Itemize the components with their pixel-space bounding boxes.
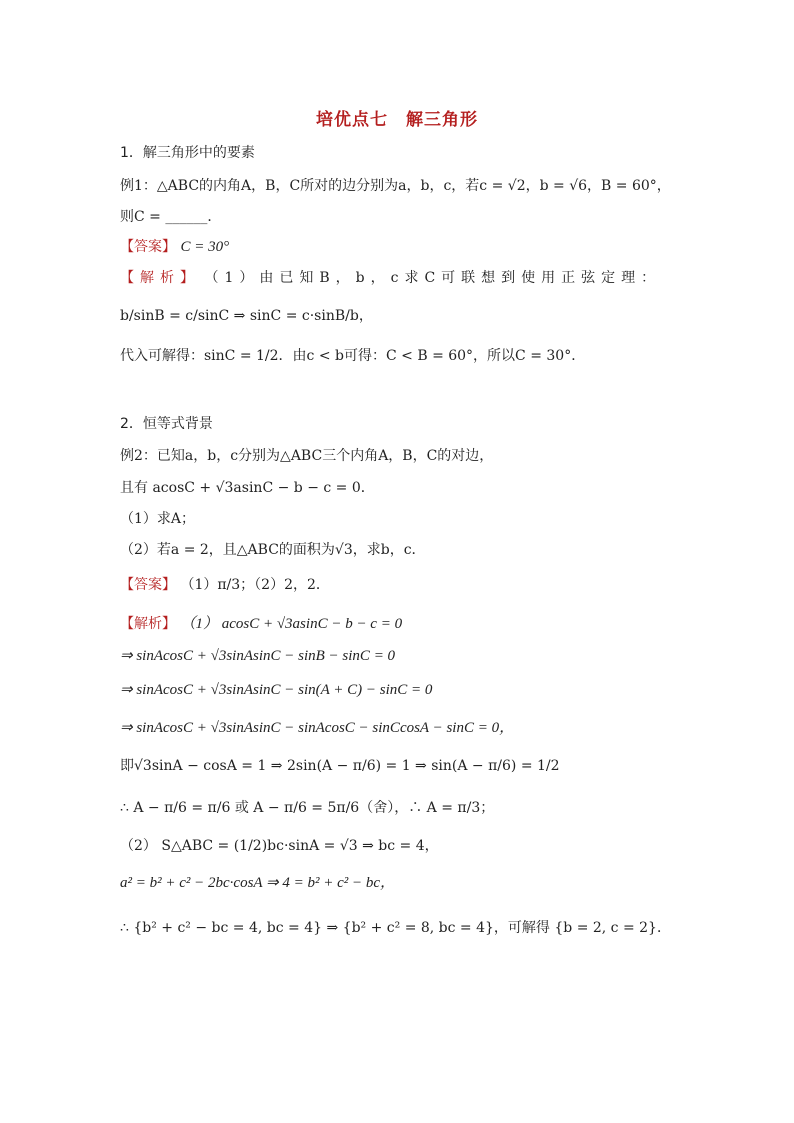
analysis-1-text: （1）由已知B，b，c求C可联想到使用正弦定理： (204, 270, 662, 286)
answer-label: 【答案】 (120, 239, 176, 255)
example-1-line-2: 则C = ______． (120, 209, 222, 225)
answer-2-value: （1）π/3；（2）2，2． (180, 577, 330, 593)
analysis-label: 【解析】 (120, 616, 176, 632)
analysis-2-step-7: （2） S△ABC = (1/2)bc·sinA = √3 ⇒ bc = 4， (120, 838, 439, 854)
analysis-2-step-8: a² = b² + c² − 2bc·cosA ⇒ 4 = b² + c² − bc， (120, 875, 396, 891)
analysis-2-step-6: ∴ A − π/6 = π/6 或 A − π/6 = 5π/6（舍），∴ A = π/3； (120, 800, 495, 816)
page-title: 培优点七 解三角形 (316, 110, 478, 130)
answer-1-value: C = 30° (180, 239, 230, 255)
example-2-line-2: 且有 acosC + √3asinC − b − c = 0． (120, 480, 375, 496)
section-heading-1: 1．解三角形中的要素 (120, 145, 255, 161)
answer-1 (120, 237, 229, 257)
analysis-2-step-1: （1） acosC + √3asinC − b − c = 0 (180, 616, 403, 632)
analysis-2-step-3: ⇒ sinAcosC + √3sinAsinC − sin(A + C) − sinC = 0 (120, 682, 433, 698)
example-2-line-3: （1）求A； (120, 511, 196, 527)
example-1-line-1: 例1：△ABC的内角A，B，C所对的边分别为a，b，c，若c = √2，b = √6，B = 60°， (120, 178, 671, 194)
analysis-1-line-1 (120, 268, 661, 288)
analysis-2-line-1 (120, 614, 402, 634)
analysis-label: 【解析】 (120, 270, 200, 286)
analysis-1-line-2: b/sinB = c/sinC ⇒ sinC = c·sinB/b， (120, 308, 373, 324)
example-2-line-1: 例2：已知a，b，c分别为△ABC三个内角A，B，C的对边， (120, 448, 494, 464)
analysis-1-line-3: 代入可解得：sinC = 1/2．由c < b可得：C < B = 60°，所以C = 30°． (120, 348, 586, 364)
answer-2 (120, 575, 330, 595)
analysis-2-step-2: ⇒ sinAcosC + √3sinAsinC − sinB − sinC = 0 (120, 648, 396, 664)
example-2-line-4: （2）若a = 2，且△ABC的面积为√3，求b，c． (120, 542, 426, 558)
analysis-2-step-4: ⇒ sinAcosC + √3sinAsinC − sinAcosC − sinCcosA − sinC = 0， (120, 720, 515, 736)
answer-label: 【答案】 (120, 577, 176, 593)
analysis-2-step-9: ∴ {b² + c² − bc = 4, bc = 4} ⇒ {b² + c² = 8, bc = 4}，可解得 {b = 2, c = 2}． (120, 920, 671, 936)
section-heading-2: 2．恒等式背景 (120, 416, 213, 432)
analysis-2-step-5: 即√3sinA − cosA = 1 ⇒ 2sin(A − π/6) = 1 ⇒ sin(A − π/6) = 1/2 (120, 758, 560, 774)
